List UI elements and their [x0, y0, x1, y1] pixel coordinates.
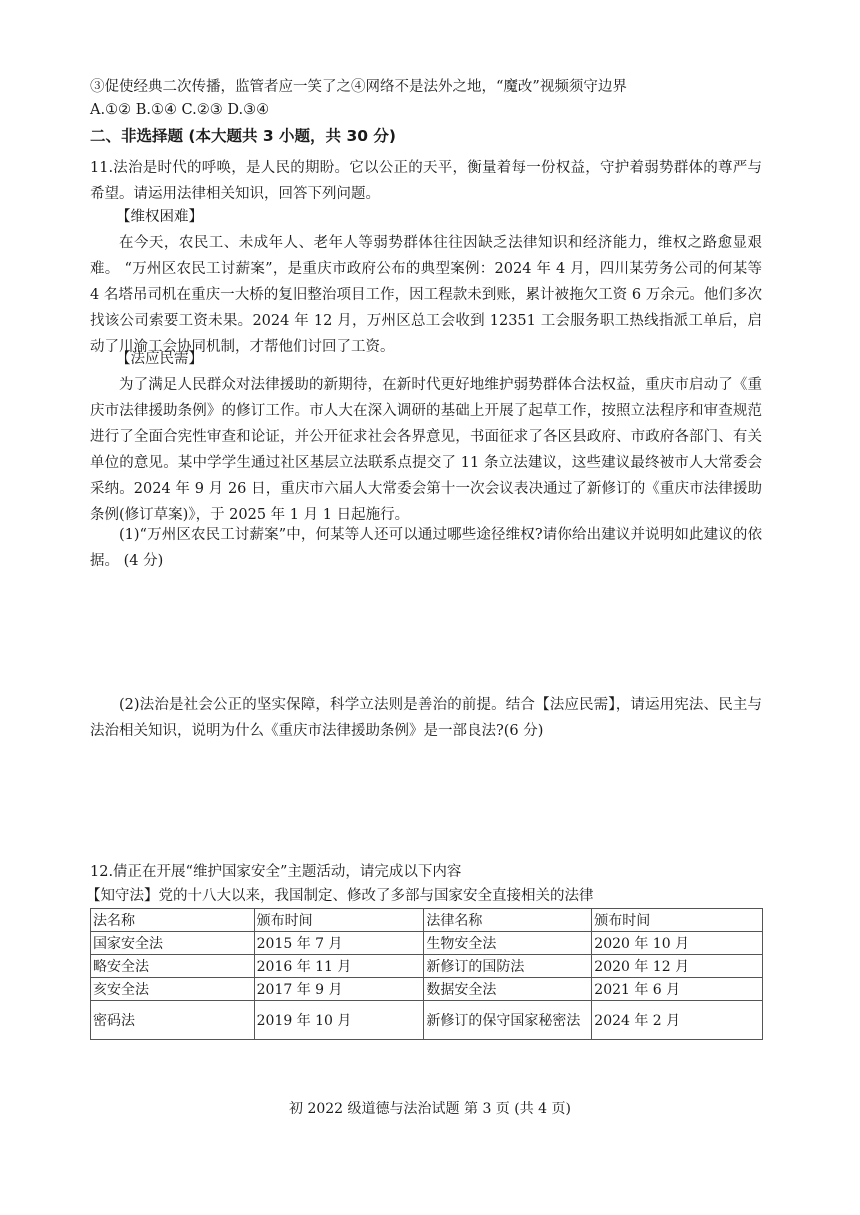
table-row — [91, 932, 763, 955]
table-header-cell: 颁布时间 — [254, 909, 424, 932]
table-cell: 2017 年 9 月 — [254, 978, 424, 1001]
legislation-paragraph: 为了满足人民群众对法律援助的新期待，在新时代更好地维护弱势群体合法权益，重庆市启动了《重庆市法律援助条例》的修订工作。市人大在深入调研的基础上开展了起草工作，按照立法程序和审查规范进行了全面合宪性审查和论证，并公开征求社会各界意见，书面征求了各区县政府、市政府各部门、有关单位的意见。某中学学生通过社区基层立法联系点提交了 11 条立法建议，这些建议最终被市人大常委会采纳。2024 年 9 月 26 日，重庆市六届人大常委会第十一次会议表决通过了新修订的《重庆市法律援助条例(修订草案)》，于 2025 年 1 月 1 日起施行。 — [90, 377, 762, 523]
case-paragraph: 在今天，农民工、未成年人、老年人等弱势群体往往因缺乏法律知识和经济能力，维权之路愈显艰难。 “万州区农民工讨薪案”，是重庆市政府公布的典型案例：2024 年 4 月，四川某劳务公司的何某等 4 名塔吊司机在重庆一大桥的复旧整治项目工作，因工程款未到账，累计被拖欠工资 6 万余元。他们多次找该公司索要工资未果。2024 年 12 月，万州区总工会收到 12351 工会服务职工热线指派工单后，启动了川渝工会协同机制，才帮他们讨回了工资。 — [90, 235, 762, 355]
table-cell: 亥安全法 — [91, 978, 255, 1001]
table-cell: 2019 年 10 月 — [254, 1001, 424, 1040]
know-law-line: 【知守法】党的十八大以来，我国制定、修改了多部与国家安全直接相关的法律 — [86, 888, 594, 904]
table-cell: 2021 年 6 月 — [592, 978, 763, 1001]
sub-question-2: (2)法治是社会公正的坚实保障，科学立法则是善治的前提。结合【法应民需】，请运用宪法、民主与法治相关知识，说明为什么《重庆市法律援助条例》是一部良法?(6 分) — [90, 697, 762, 739]
table-header-row — [91, 909, 763, 932]
section-tag-law-needs: 【法应民需】 — [116, 351, 203, 367]
table-row — [91, 955, 763, 978]
table-cell: 2015 年 7 月 — [254, 932, 424, 955]
section-tag-rights-difficulty: 【维权困难】 — [116, 209, 203, 225]
answer-choices: A.①② B.①④ C.②③ D.③④ — [90, 102, 270, 118]
table-cell: 2020 年 10 月 — [592, 932, 763, 955]
table-header-cell: 颁布时间 — [592, 909, 763, 932]
table-cell: 数据安全法 — [424, 978, 592, 1001]
question-11-intro: 11.法治是时代的呼唤，是人民的期盼。它以公正的天平，衡量着每一份权益，守护着弱势群体的尊严与希望。请运用法律相关知识，回答下列问题。 — [90, 160, 762, 202]
table-cell: 2024 年 2 月 — [592, 1001, 763, 1040]
table-cell: 国家安全法 — [91, 932, 255, 955]
page-footer: 初 2022 级道德与法治试题 第 3 页 (共 4 页) — [289, 1101, 571, 1117]
table-cell: 密码法 — [91, 1001, 255, 1040]
table-cell: 新修订的保守国家秘密法 — [424, 1001, 592, 1040]
option-line: ③促使经典二次传播，监管者应一笑了之④网络不是法外之地，“魔改”视频须守边界 — [90, 79, 627, 95]
table-header-cell: 法名称 — [91, 909, 255, 932]
table-cell: 生物安全法 — [424, 932, 592, 955]
table-cell: 2016 年 11 月 — [254, 955, 424, 978]
table-row — [91, 1001, 763, 1040]
question-12-intro: 12.倩正在开展“维护国家安全”主题活动，请完成以下内容 — [90, 864, 462, 880]
table-header-cell: 法律名称 — [424, 909, 592, 932]
section-heading: 二、非选择题 (本大题共 3 小题，共 30 分) — [90, 127, 397, 145]
table-cell: 略安全法 — [91, 955, 255, 978]
table-cell: 新修订的国防法 — [424, 955, 592, 978]
law-table — [90, 908, 763, 1040]
table-row — [91, 978, 763, 1001]
sub-question-1: (1)“万州区农民工讨薪案”中，何某等人还可以通过哪些途径维权?请你给出建议并说明如此建议的依据。 (4 分) — [90, 527, 762, 569]
table-cell: 2020 年 12 月 — [592, 955, 763, 978]
